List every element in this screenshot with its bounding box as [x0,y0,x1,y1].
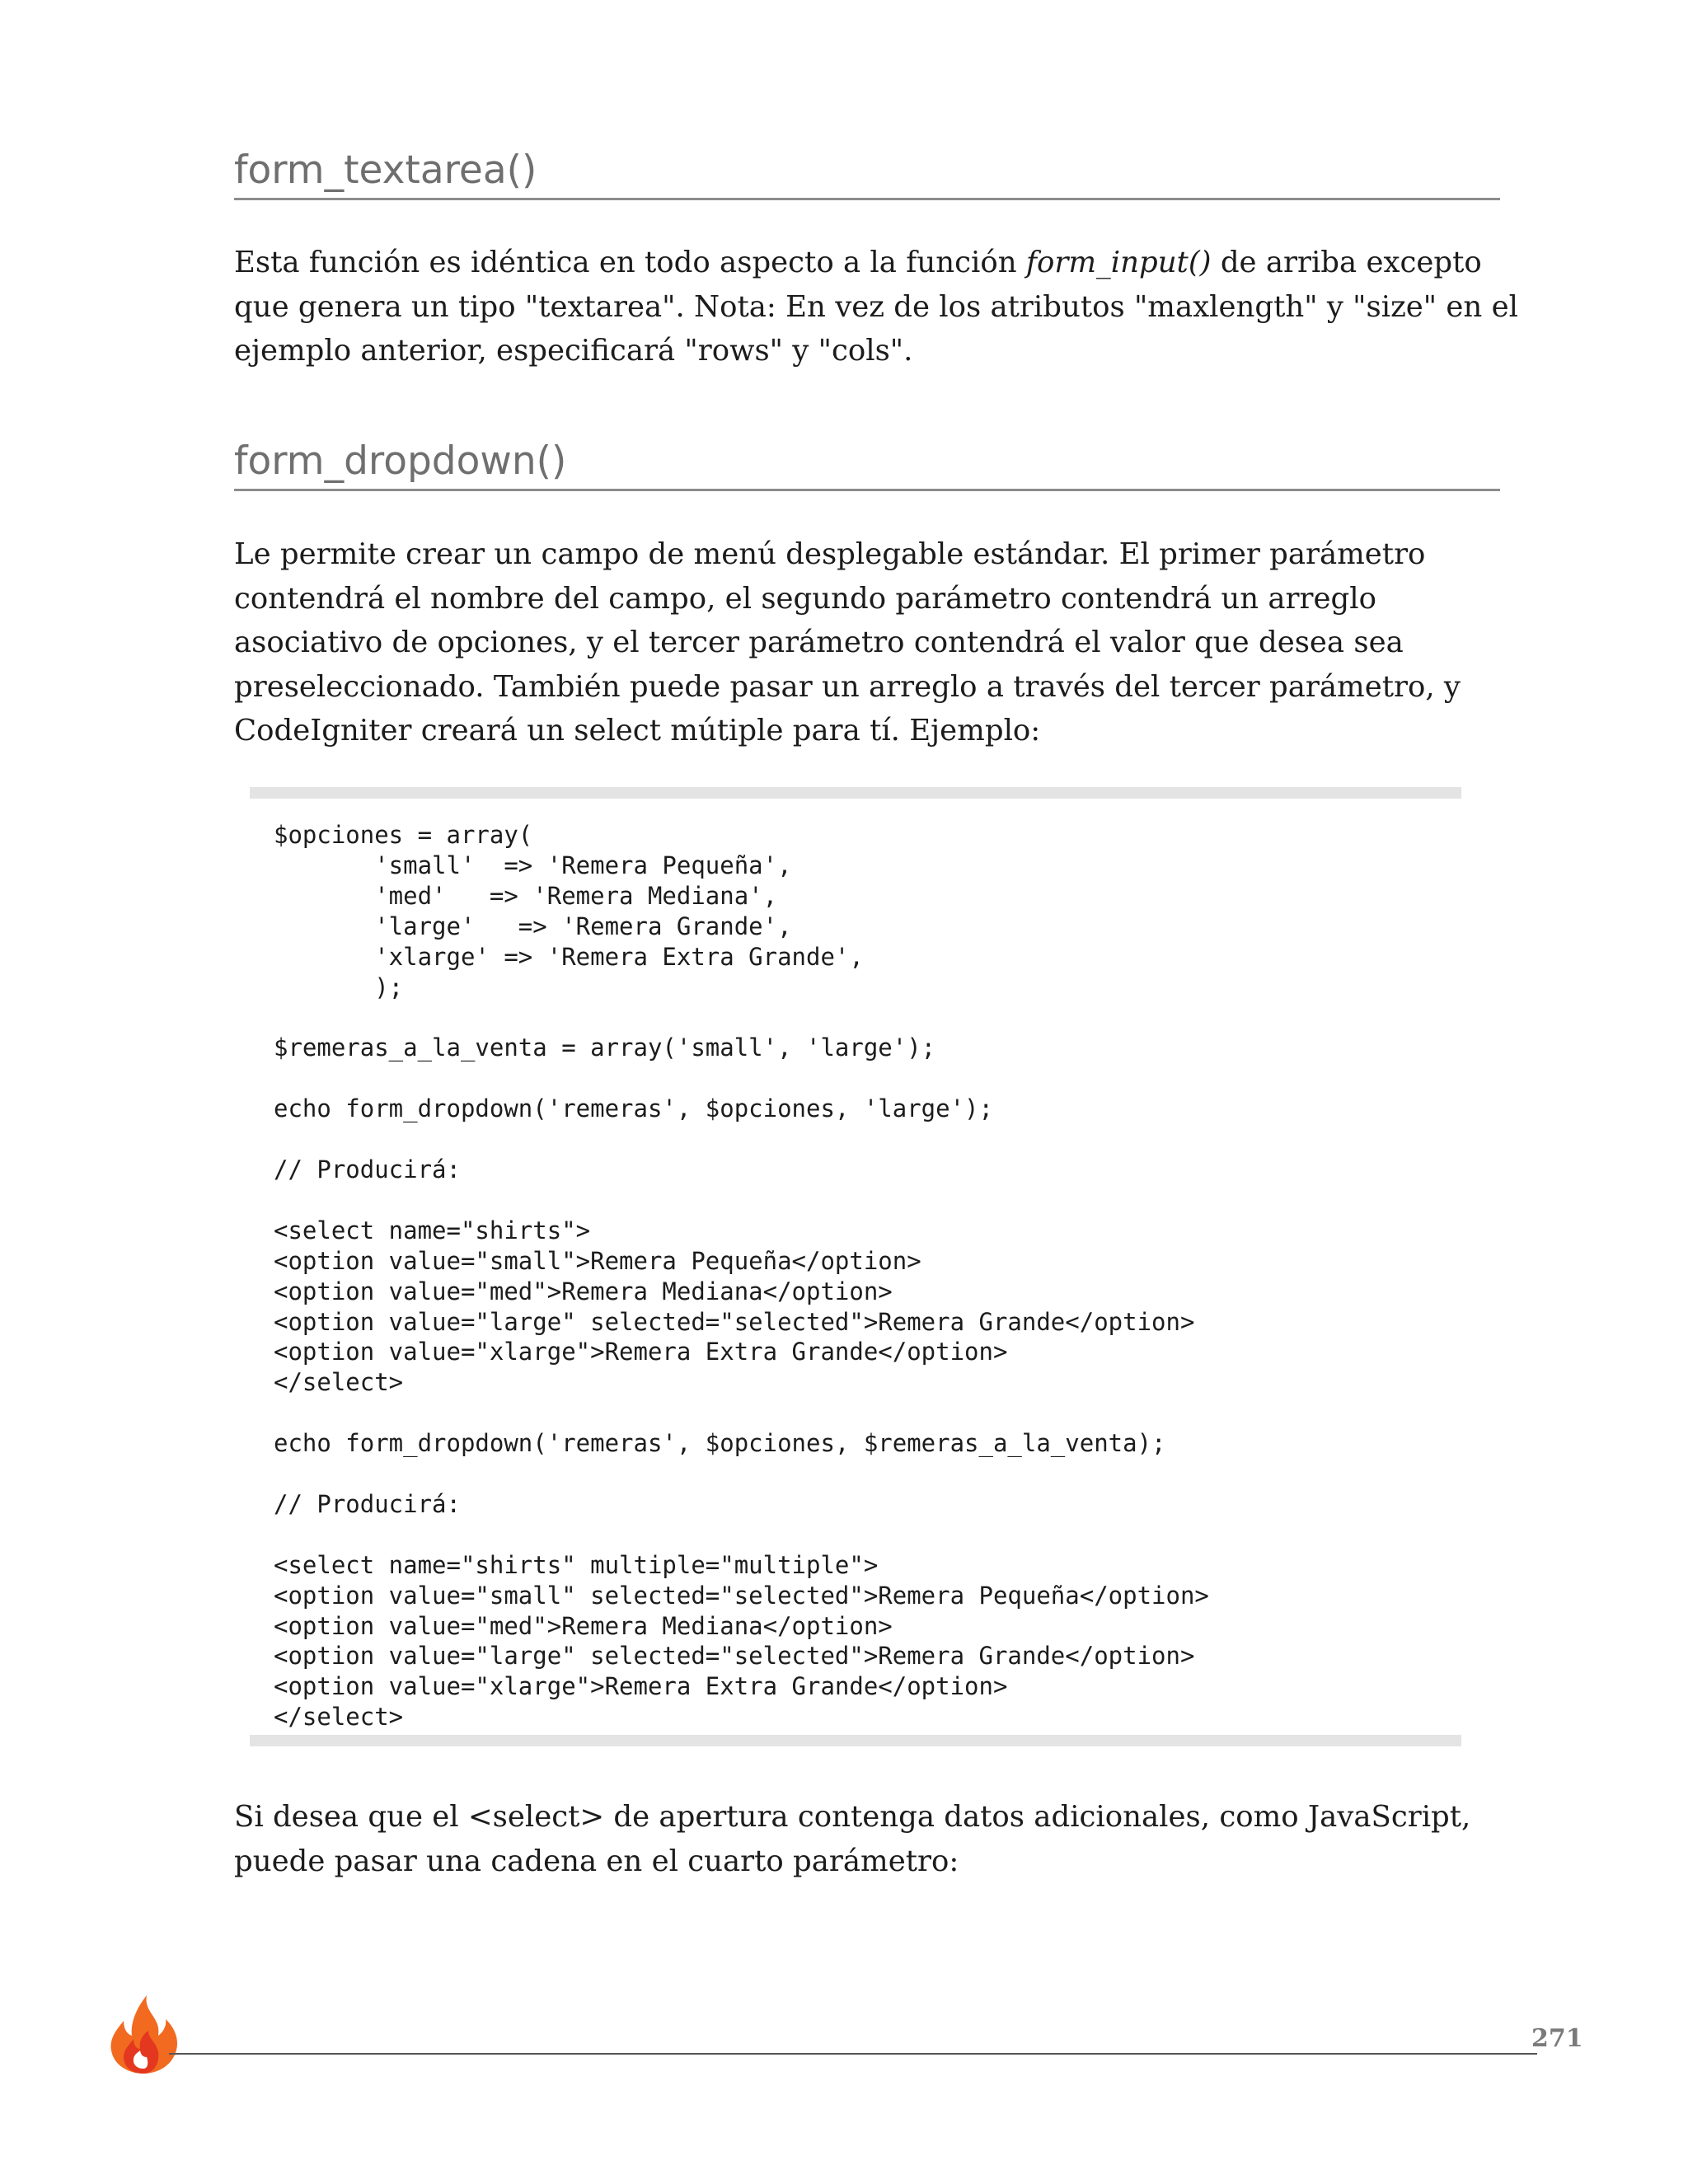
codeigniter-flame-icon [107,1993,181,2075]
footer-rule [169,2053,1537,2055]
paragraph-line: puede pasar una cadena en el cuarto parámetro: [234,1844,959,1878]
section-heading-form-textarea: form_textarea() [234,148,1500,200]
function-name-form-input: form_input() [1025,246,1212,279]
paragraph-line: asociativo de opciones, y el tercer parámetro contendrá el valor que desea sea [234,626,1404,659]
form-textarea-description [234,241,1518,373]
code-example-text: $opciones = array( 'small' => 'Remera Pequeña', 'med' => 'Remera Mediana', 'large' => 'Remera Grande', 'xlarge' => 'Remera Extra Grande', ); $remeras_a_la_venta = array('small', 'large'); echo form_dropdown('remeras', $opciones, 'large'); // Producirá: <select name="shirts"> <option value="small">Remera Pequeña</option> <option value="med">Remera Mediana</option> <option value="large" selected="selected">Remera Grande</option> <option value="xlarge">Remera Extra Grande</option> </select> echo form_dropdown('remeras', $opciones, $remeras_a_la_venta); // Producirá: <select name="shirts" multiple="multiple"> <option value="small" selected="selected">Remera Pequeña</option> <option value="med">Remera Mediana</option> <option value="large" selected="selected">Remera Grande</option> <option value="xlarge">Remera Extra Grande</option> </select> [274,821,1209,1732]
paragraph-line: Si desea que el <select> de apertura contenga datos adicionales, como JavaScript, [234,1800,1471,1834]
code-example-block [250,787,1461,1746]
form-dropdown-extra-description [234,1795,1503,1883]
paragraph-line [234,241,1503,285]
text-span: de arriba excepto [1211,246,1482,279]
paragraph-line: Le permite crear un campo de menú desplegable estándar. El primer parámetro [234,537,1426,571]
paragraph-line: CodeIgniter creará un select mútiple para tí. Ejemplo: [234,714,1041,748]
page-number: 271 [1531,2024,1583,2053]
paragraph-line: preseleccionado. También puede pasar un arreglo a través del tercer parámetro, y [234,669,1461,704]
flame-svg [107,1993,181,2075]
paragraph-line: ejemplo anterior, especificará "rows" y "cols". [234,334,913,368]
form-dropdown-description [234,532,1503,753]
text-span: Esta función es idéntica en todo aspecto a la función [234,246,1026,279]
section-heading-form-dropdown: form_dropdown() [234,439,1500,491]
paragraph-line: que genera un tipo "textarea". Nota: En vez de los atributos "maxlength" y "size" en el [234,289,1518,324]
paragraph-line: contendrá el nombre del campo, el segundo parámetro contendrá un arreglo [234,581,1376,616]
